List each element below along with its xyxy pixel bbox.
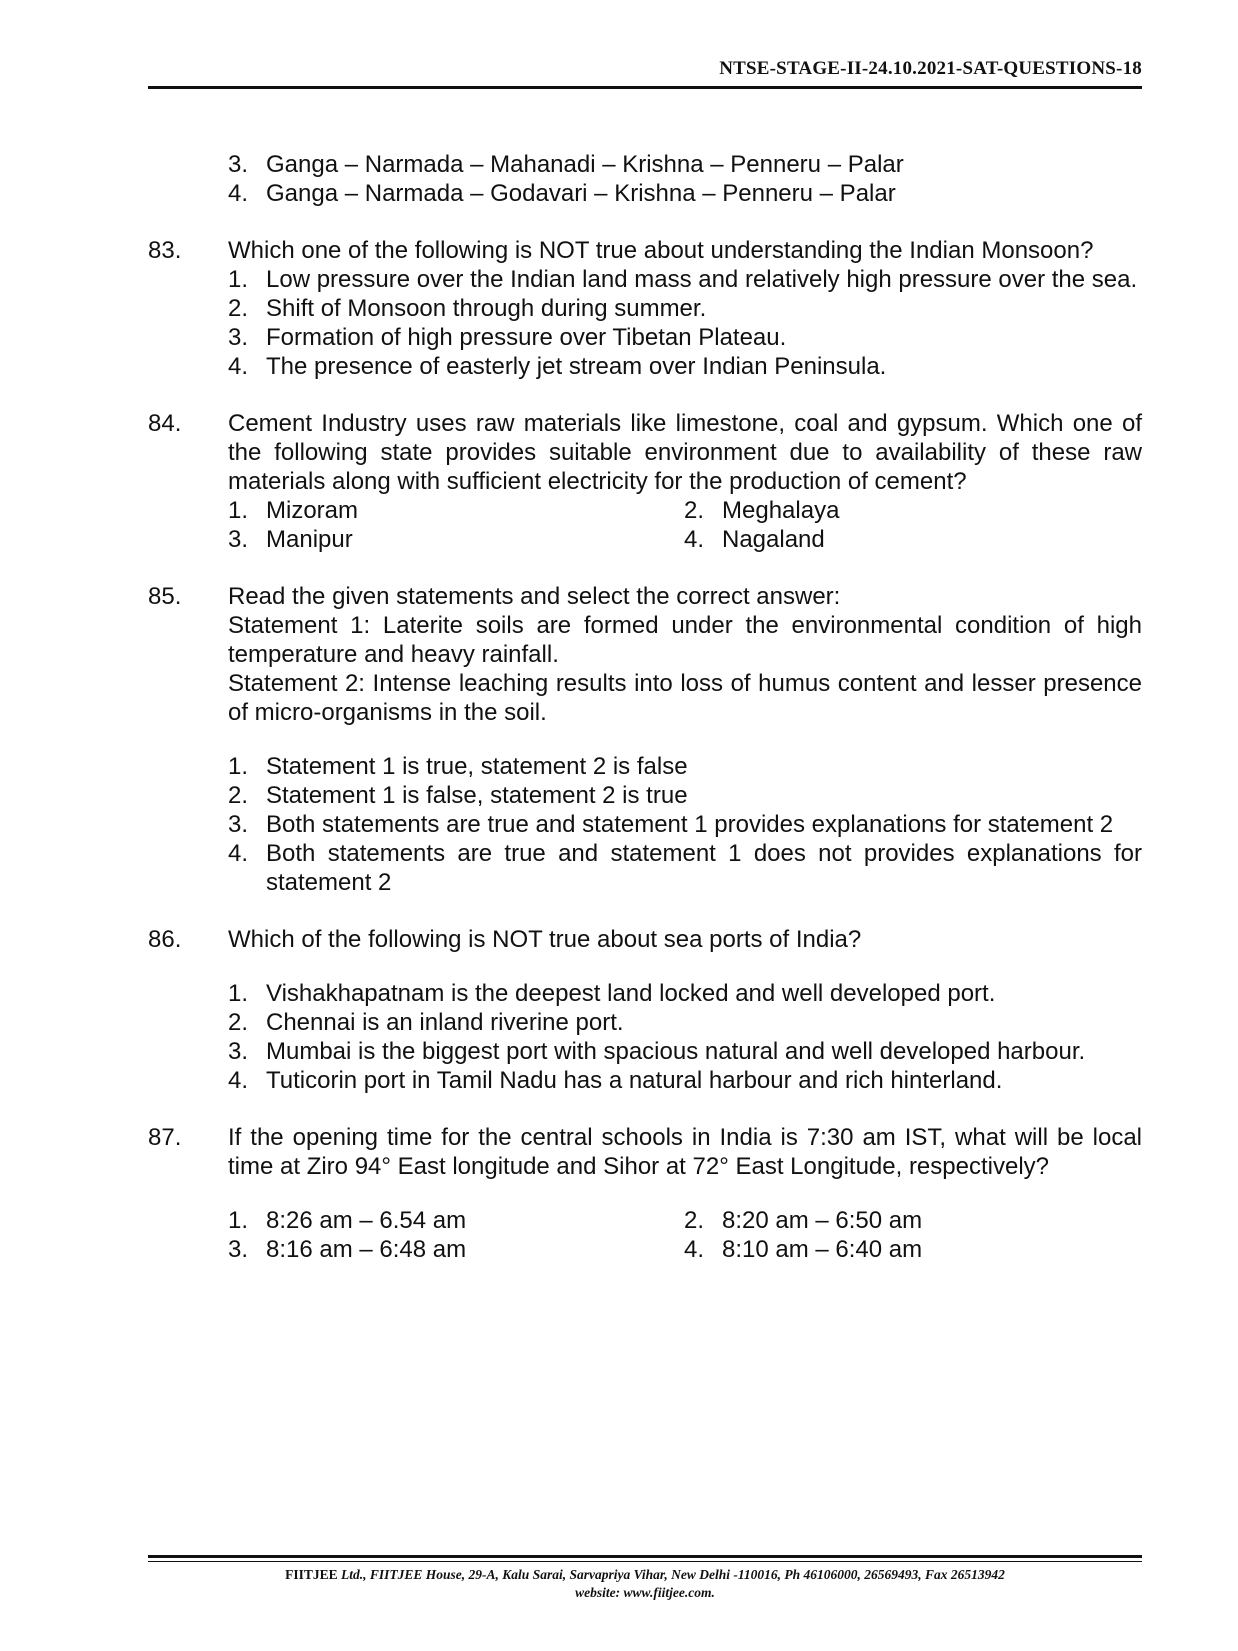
option-text: Meghalaya [722,497,840,524]
option-item [228,323,1142,352]
question-number: 85. [148,583,182,610]
options-grid [228,496,1142,554]
question-body [228,1123,1142,1264]
option-number: 1. [228,1207,249,1234]
option-item [228,352,1142,381]
footer-rule-thin [148,1561,1142,1562]
option-number: 4. [684,1236,705,1263]
option-item [228,1066,1142,1095]
option-text: Low pressure over the Indian land mass and relatively high pressure over the sea. [266,266,1138,293]
option-item [228,525,684,554]
option-text: 8:10 am – 6:40 am [722,1236,923,1263]
option-item [228,294,1142,323]
option-text: Vishakhapatnam is the deepest land locked and well developed port. [266,980,996,1007]
option-item [228,1206,684,1235]
option-text: Mizoram [266,497,359,524]
option-text: Manipur [266,526,353,553]
option-number: 3. [228,151,249,178]
option-item [228,1008,1142,1037]
option-number: 2. [228,1009,249,1036]
option-number: 4. [684,526,705,553]
question-body [228,409,1142,554]
question-number: 86. [148,926,182,953]
footer-address: Ltd., FIITJEE House, 29-A, Kalu Sarai, Sarvapriya Vihar, New Delhi -110016, Ph 46106000, 26569493, Fax 26513942 [341,1567,1005,1582]
footer-brand: FIITJEE [285,1567,338,1582]
option-item [684,1206,1142,1235]
option-item [228,810,1142,839]
option-number: 2. [228,295,249,322]
option-number: 2. [684,1207,705,1234]
option-number: 3. [228,526,249,553]
option-text: Shift of Monsoon through during summer. [266,295,707,322]
option-text: Both statements are true and statement 1 provides explanations for statement 2 [266,811,1114,838]
option-text: Ganga – Narmada – Mahanadi – Krishna – Penneru – Palar [266,151,904,178]
option-item [228,781,1142,810]
option-item [228,179,1142,208]
spacer [228,727,1142,752]
option-number: 3. [228,811,249,838]
question-text: If the opening time for the central schools in India is 7:30 am IST, what will be local time at Ziro 94° East longitude and Sihor at 72° East Longitude, respectively? [228,1124,1142,1180]
question-intro: Read the given statements and select the correct answer: [228,583,841,610]
option-number: 1. [228,753,249,780]
option-number: 3. [228,1236,249,1263]
question-number: 87. [148,1124,182,1151]
option-text: Tuticorin port in Tamil Nadu has a natural harbour and rich hinterland. [266,1067,1003,1094]
header-rule [148,86,1142,89]
option-number: 4. [228,1067,249,1094]
option-text: 8:20 am – 6:50 am [722,1207,923,1234]
question-content [148,150,1142,1264]
question-84 [148,409,1142,554]
statement-1: Statement 1: Laterite soils are formed under the environmental condition of high temperature and heavy rainfall. [228,612,1142,668]
option-text: Chennai is an inland riverine port. [266,1009,624,1036]
option-number: 1. [228,497,249,524]
option-number: 3. [228,324,249,351]
question-text: Which of the following is NOT true about sea ports of India? [228,926,862,953]
footer-website: website: www.fiitjee.com. [575,1585,715,1600]
option-number: 1. [228,980,249,1007]
option-item [228,1037,1142,1066]
option-item [228,839,1142,897]
option-number: 3. [228,1038,249,1065]
question-body [228,582,1142,897]
option-text: Statement 1 is true, statement 2 is false [266,753,688,780]
spacer [228,954,1142,979]
question-body [228,236,1142,381]
option-number: 4. [228,180,249,207]
statement-2: Statement 2: Intense leaching results into loss of humus content and lesser presence of micro-organisms in the soil. [228,670,1142,726]
option-text: Ganga – Narmada – Godavari – Krishna – Penneru – Palar [266,180,896,207]
option-number: 4. [228,353,249,380]
option-number: 2. [228,782,249,809]
option-item [684,1235,1142,1264]
option-number: 4. [228,840,249,867]
option-item [228,979,1142,1008]
option-text: Nagaland [722,526,825,553]
option-number: 1. [228,266,249,293]
option-text: 8:26 am – 6.54 am [266,1207,467,1234]
option-text: Mumbai is the biggest port with spacious natural and well developed harbour. [266,1038,1086,1065]
option-item [684,496,1142,525]
question-number: 84. [148,410,182,437]
page-footer [148,1566,1142,1602]
question-text: Cement Industry uses raw materials like limestone, coal and gypsum. Which one of the following state provides suitable environment due to availability of these raw materials along with sufficient electricity for the production of cement? [228,410,1142,495]
page-header-title: NTSE-STAGE-II-24.10.2021-SAT-QUESTIONS-18 [719,58,1142,79]
option-item [228,265,1142,294]
option-item [684,525,1142,554]
option-text: The presence of easterly jet stream over Indian Peninsula. [266,353,887,380]
option-text: Both statements are true and statement 1 does not provides explanations for statement 2 [266,840,1142,896]
question-83 [148,236,1142,381]
question-body [228,925,1142,1095]
options-grid [228,1206,1142,1264]
option-item [228,752,1142,781]
footer-address-line [148,1566,1142,1584]
question-text: Which one of the following is NOT true about understanding the Indian Monsoon? [228,237,1094,264]
spacer [228,1181,1142,1206]
option-item [228,496,684,525]
option-number: 2. [684,497,705,524]
question-85 [148,582,1142,897]
option-text: 8:16 am – 6:48 am [266,1236,467,1263]
footer-rule-thick [148,1555,1142,1558]
question-86 [148,925,1142,1095]
option-item [228,150,1142,179]
option-text: Formation of high pressure over Tibetan Plateau. [266,324,787,351]
option-item [228,1235,684,1264]
q82-continued-options [148,150,1142,208]
option-text: Statement 1 is false, statement 2 is true [266,782,688,809]
question-number: 83. [148,237,182,264]
question-87 [148,1123,1142,1264]
